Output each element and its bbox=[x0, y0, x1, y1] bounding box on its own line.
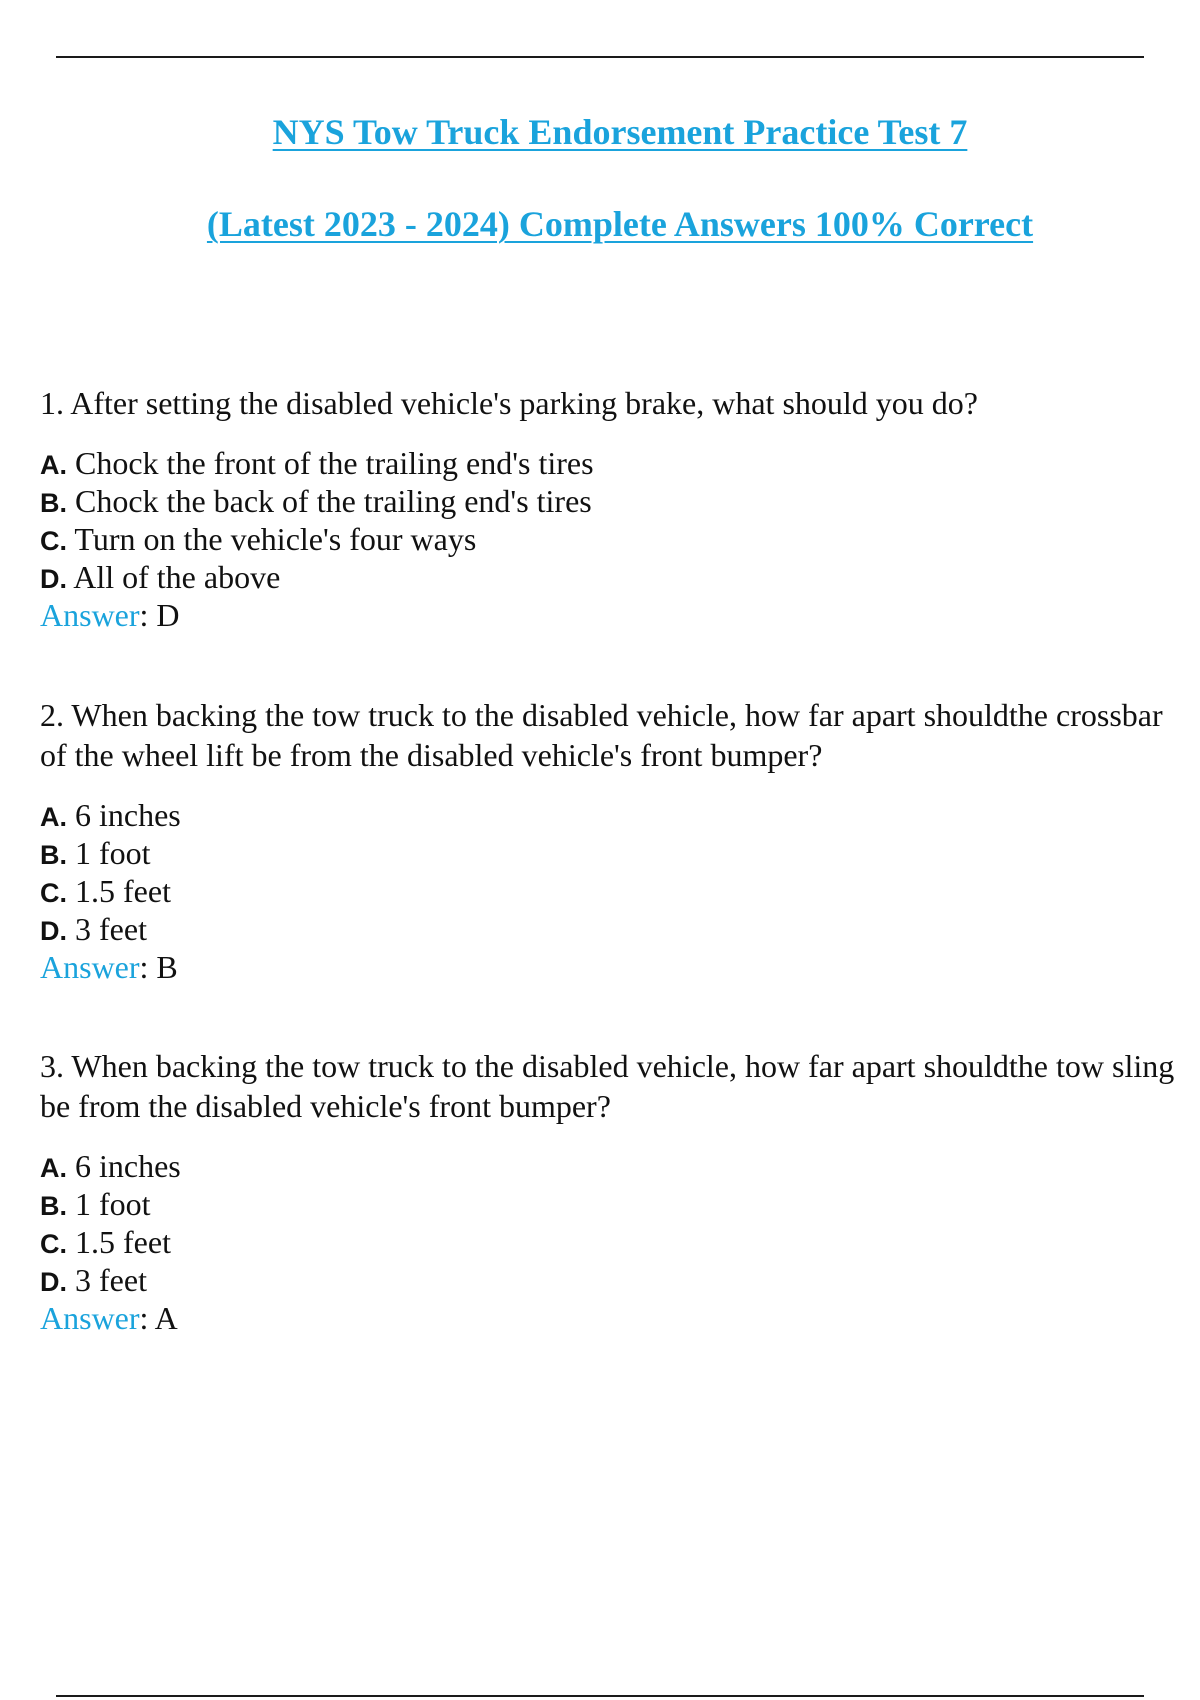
option-letter: A. bbox=[40, 1153, 67, 1183]
option-text: 6 inches bbox=[67, 797, 181, 833]
option-letter: D. bbox=[40, 564, 67, 594]
option-letter: C. bbox=[40, 526, 67, 556]
question-text: 2. When backing the tow truck to the disabled vehicle, how far apart shouldthe crossbar of the wheel lift be from the disabled vehicle's front bumper? bbox=[40, 697, 1171, 773]
option-letter: D. bbox=[40, 916, 67, 946]
question-3 bbox=[40, 1046, 1190, 1336]
option-c bbox=[40, 873, 1190, 911]
option-letter: C. bbox=[40, 1229, 67, 1259]
title-line-2: (Latest 2023 - 2024) Complete Answers 100% Correct bbox=[206, 204, 1034, 244]
document-title bbox=[0, 110, 1200, 154]
option-letter: A. bbox=[40, 802, 67, 832]
option-a bbox=[40, 797, 1190, 835]
answer-label: Answer bbox=[40, 1300, 140, 1336]
option-letter: B. bbox=[40, 1191, 67, 1221]
option-text: 3 feet bbox=[67, 1262, 147, 1298]
answer-line bbox=[40, 597, 1190, 633]
option-d bbox=[40, 911, 1190, 949]
question-text: 3. When backing the tow truck to the disabled vehicle, how far apart shouldthe tow sling be from the disabled vehicle's front bumper? bbox=[40, 1048, 1183, 1124]
option-b bbox=[40, 835, 1190, 873]
option-text: Chock the back of the trailing end's tires bbox=[67, 483, 592, 519]
option-c bbox=[40, 1224, 1190, 1262]
bottom-divider bbox=[56, 1695, 1144, 1697]
option-text: Chock the front of the trailing end's tires bbox=[67, 445, 594, 481]
option-text: 6 inches bbox=[67, 1148, 181, 1184]
question-2 bbox=[40, 695, 1190, 985]
answer-label: Answer bbox=[40, 597, 140, 633]
option-d bbox=[40, 559, 1190, 597]
top-divider bbox=[56, 56, 1144, 58]
question-1 bbox=[40, 383, 1190, 633]
option-letter: D. bbox=[40, 1267, 67, 1297]
option-b bbox=[40, 1186, 1190, 1224]
answer-label: Answer bbox=[40, 949, 140, 985]
option-letter: B. bbox=[40, 488, 67, 518]
option-text: 1 foot bbox=[67, 835, 151, 871]
option-a bbox=[40, 1148, 1190, 1186]
option-c bbox=[40, 521, 1190, 559]
answer-line bbox=[40, 1300, 1190, 1336]
question-text: 1. After setting the disabled vehicle's parking brake, what should you do? bbox=[40, 385, 978, 421]
option-letter: A. bbox=[40, 450, 67, 480]
option-text: 3 feet bbox=[67, 911, 147, 947]
option-text: 1.5 feet bbox=[67, 1224, 171, 1260]
title-line-1: NYS Tow Truck Endorsement Practice Test 7 bbox=[272, 112, 968, 152]
option-text: All of the above bbox=[67, 559, 281, 595]
option-text: Turn on the vehicle's four ways bbox=[67, 521, 477, 557]
option-d bbox=[40, 1262, 1190, 1300]
option-text: 1 foot bbox=[67, 1186, 151, 1222]
answer-value: : B bbox=[139, 949, 178, 985]
answer-value: : A bbox=[139, 1300, 178, 1336]
document-subtitle bbox=[0, 202, 1200, 246]
option-letter: B. bbox=[40, 840, 67, 870]
option-b bbox=[40, 483, 1190, 521]
option-text: 1.5 feet bbox=[67, 873, 171, 909]
option-letter: C. bbox=[40, 878, 67, 908]
answer-value: : D bbox=[139, 597, 180, 633]
option-a bbox=[40, 445, 1190, 483]
answer-line bbox=[40, 949, 1190, 985]
